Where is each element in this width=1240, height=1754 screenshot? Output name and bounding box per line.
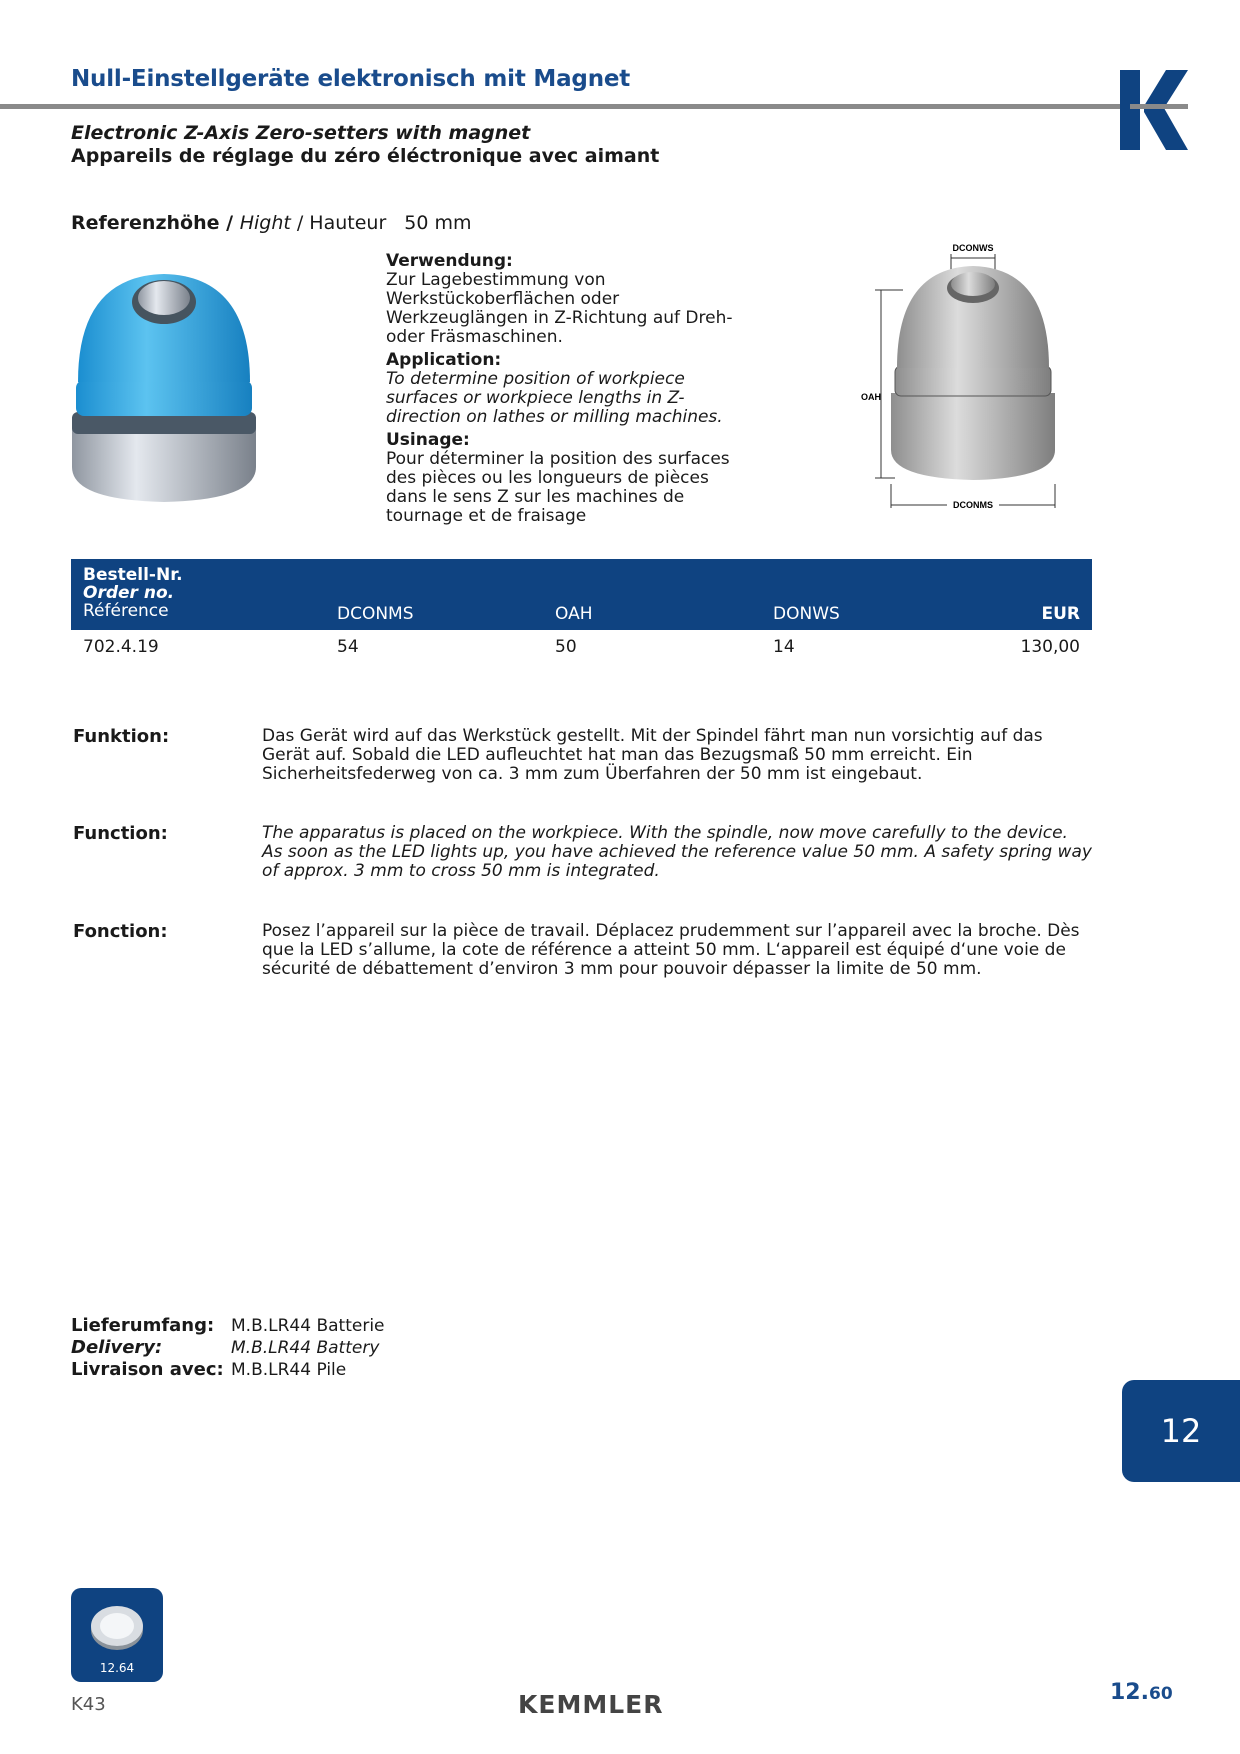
cell-eur: 130,00 xyxy=(1020,637,1080,657)
cell-donws: 14 xyxy=(773,637,795,657)
usage-text-en: To determine position of workpiece surfaces or workpiece lengths in Z-direction on lathes or milling machines. xyxy=(386,369,723,427)
delivery-label-de: Lieferumfang: xyxy=(71,1315,215,1336)
function-text-fr: Posez l’appareil sur la pièce de travail. Déplacez prudemment sur l’appareil avec la broche. Dès que la LED s’allume, la cote de référence a atteint 50 mm. L‘appareil est équipé d‘une voie de sécurité de débattement d’environ 3 mm pour pouvoir dépasser la limite de 50 mm. xyxy=(262,921,1080,979)
delivery-value-fr: M.B.LR44 Pile xyxy=(231,1360,347,1380)
usage-heading-en: Application: xyxy=(386,350,502,370)
delivery-value-de: M.B.LR44 Batterie xyxy=(231,1316,385,1336)
ref-sep-2: / xyxy=(290,212,310,234)
table-header xyxy=(71,559,1092,630)
subtitle-en: Electronic Z-Axis Zero-setters with magnet xyxy=(71,122,531,144)
drawing-label-dconws: DCONWS xyxy=(952,243,994,253)
ref-label-en: Hight xyxy=(239,212,291,234)
usage-block xyxy=(386,252,736,530)
order-table xyxy=(71,559,1092,658)
ref-value: 50 mm xyxy=(404,212,472,234)
reference-height xyxy=(71,212,472,234)
cell-order: 702.4.19 xyxy=(83,637,159,657)
page-title: Null-Einstellgeräte elektronisch mit Magnet xyxy=(71,66,631,92)
function-label-en: Function: xyxy=(73,823,168,844)
ref-sep-1: / xyxy=(219,212,240,234)
function-text-en: The apparatus is placed on the workpiece. With the spindle, now move carefully to the device. As soon as the LED lights up, you have achieved the reference value 50 mm. A safety spring way of approx. 3 mm to cross 50 mm is integrated. xyxy=(262,823,1092,881)
catalog-code: K43 xyxy=(71,1694,106,1715)
function-label-fr: Fonction: xyxy=(73,921,168,942)
cell-oah: 50 xyxy=(555,637,577,657)
col-donws: DONWS xyxy=(773,604,840,624)
col-order-de: Bestell-Nr. xyxy=(83,565,183,585)
footer-brand: KEMMLER xyxy=(518,1690,664,1719)
table-row xyxy=(71,630,1092,658)
delivery-label-fr: Livraison avec: xyxy=(71,1359,224,1380)
col-dconms: DCONMS xyxy=(337,604,414,624)
col-order-fr: Référence xyxy=(83,601,169,621)
ref-label-de: Referenzhöhe xyxy=(71,212,220,234)
page-number-main: 12. xyxy=(1110,1680,1149,1705)
ref-label-fr: Hauteur xyxy=(309,212,387,234)
usage-text-fr: Pour déterminer la position des surfaces des pièces ou les longueurs de pièces dans le sens Z sur les machines de tournage et de fraisage xyxy=(386,449,730,526)
usage-heading-fr: Usinage: xyxy=(386,430,470,450)
delivery-value-en: M.B.LR44 Battery xyxy=(231,1338,380,1358)
battery-reference-box[interactable] xyxy=(71,1588,163,1682)
header-rule xyxy=(0,104,1120,109)
cell-dconms: 54 xyxy=(337,637,359,657)
page-number xyxy=(1110,1680,1173,1705)
drawing-label-oah: OAH xyxy=(861,392,881,402)
function-text-de: Das Gerät wird auf das Werkstück gestellt. Mit der Spindel fährt man nun vorsichtig auf das Gerät auf. Sobald die LED aufleuchtet hat man das Bezugsmaß 50 mm erreicht. Ein Sicherheitsfederweg von ca. 3 mm zum Überfahren der 50 mm ist eingebaut. xyxy=(262,726,1043,784)
col-order-en: Order no. xyxy=(83,583,175,603)
page-number-sub: 60 xyxy=(1148,1684,1173,1704)
col-eur: EUR xyxy=(1041,604,1080,624)
subtitle-fr: Appareils de réglage du zéro éléctronique avec aimant xyxy=(71,145,660,167)
drawing-label-dconms: DCONMS xyxy=(953,500,993,510)
product-photo xyxy=(64,262,264,504)
function-label-de: Funktion: xyxy=(73,726,170,747)
col-oah: OAH xyxy=(555,604,593,624)
kemmler-logo-icon xyxy=(1120,70,1188,150)
battery-icon xyxy=(89,1600,145,1652)
usage-heading-de: Verwendung: xyxy=(386,251,513,271)
usage-text-de: Zur Lagebestimmung von Werkstückoberflächen oder Werkzeuglängen in Z-Richtung auf Dreh- oder Fräsmaschinen. xyxy=(386,270,733,347)
col-order xyxy=(83,566,183,620)
battery-reference-label: 12.64 xyxy=(99,1661,135,1675)
technical-drawing xyxy=(855,238,1065,516)
chapter-tab[interactable]: 12 xyxy=(1122,1380,1240,1482)
delivery-label-en: Delivery: xyxy=(71,1337,163,1358)
